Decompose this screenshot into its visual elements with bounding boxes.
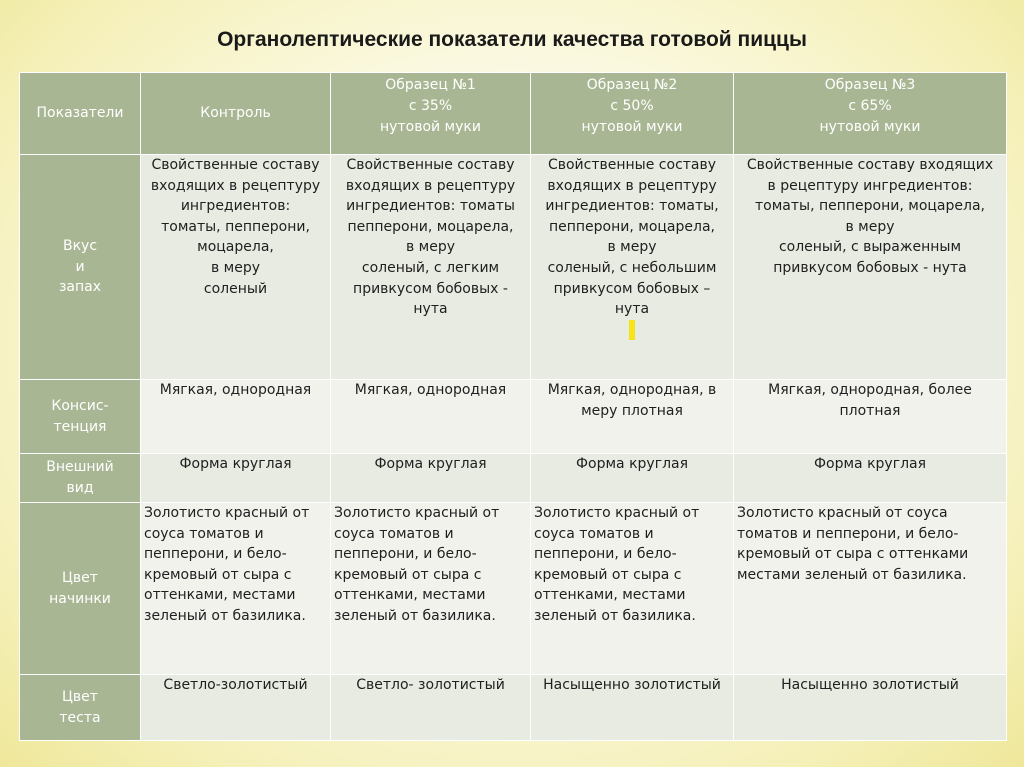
cell-filling-sample-1: Золотисто красный от соуса томатов и пепперони, и бело- кремовый от сыра с оттенками, местами зеленый от базилика. (331, 503, 531, 675)
cell-taste-sample-2: Свойственные составу входящих в рецептуру ингредиентов: томаты, пепперони, моцарела, в меру соленый, с небольшим привкусом бобовых – нута (531, 155, 734, 380)
header-sample-1: Образец №1 с 35% нутовой муки (331, 73, 531, 155)
cell-consistency-sample-3: Мягкая, однородная, более плотная (734, 380, 1007, 454)
cell-taste-control: Свойственные составу входящих в рецептуру ингредиентов: томаты, пепперони, моцарела, в меру соленый (141, 155, 331, 380)
cell-filling-control: Золотисто красный от соуса томатов и пепперони, и бело- кремовый от сыра с оттенками, местами зеленый от базилика. (141, 503, 331, 675)
quality-table (19, 72, 1007, 741)
slide-title: Органолептические показатели качества готовой пиццы (217, 28, 807, 51)
row-label-taste: Вкус и запах (20, 155, 141, 380)
header-sample-2: Образец №2 с 50% нутовой муки (531, 73, 734, 155)
cell-appearance-sample-3: Форма круглая (734, 454, 1007, 503)
table-row-taste (20, 155, 1007, 380)
table-row-dough-color (20, 675, 1007, 741)
header-row (20, 73, 1007, 155)
header-indicator: Показатели (20, 73, 141, 155)
cell-consistency-control: Мягкая, однородная (141, 380, 331, 454)
cell-appearance-sample-2: Форма круглая (531, 454, 734, 503)
header-control: Контроль (141, 73, 331, 155)
row-label-dough-color: Цвет теста (20, 675, 141, 741)
row-label-consistency: Консис- тенция (20, 380, 141, 454)
cell-appearance-sample-1: Форма круглая (331, 454, 531, 503)
text-cursor-marker (629, 320, 635, 340)
table-row-appearance (20, 454, 1007, 503)
cell-dough-sample-2: Насыщенно золотистый (531, 675, 734, 741)
cell-dough-sample-3: Насыщенно золотистый (734, 675, 1007, 741)
cell-filling-sample-3: Золотисто красный от соуса томатов и пепперони, и бело- кремовый от сыра с оттенками местами зеленый от базилика. (734, 503, 1007, 675)
cell-dough-control: Светло-золотистый (141, 675, 331, 741)
header-sample-3: Образец №3 с 65% нутовой муки (734, 73, 1007, 155)
cell-taste-sample-1: Свойственные составу входящих в рецептуру ингредиентов: томаты пепперони, моцарела, в меру соленый, с легким привкусом бобовых - нута (331, 155, 531, 380)
row-label-filling-color: Цвет начинки (20, 503, 141, 675)
cell-consistency-sample-1: Мягкая, однородная (331, 380, 531, 454)
cell-filling-sample-2: Золотисто красный от соуса томатов и пепперони, и бело- кремовый от сыра с оттенками, местами зеленый от базилика. (531, 503, 734, 675)
cell-consistency-sample-2: Мягкая, однородная, в меру плотная (531, 380, 734, 454)
cell-taste-sample-3: Свойственные составу входящих в рецептуру ингредиентов: томаты, пепперони, моцарела, в меру соленый, с выраженным привкусом бобовых - нута (734, 155, 1007, 380)
cell-dough-sample-1: Светло- золотистый (331, 675, 531, 741)
table-row-filling-color (20, 503, 1007, 675)
row-label-appearance: Внешний вид (20, 454, 141, 503)
table-row-consistency (20, 380, 1007, 454)
cell-appearance-control: Форма круглая (141, 454, 331, 503)
